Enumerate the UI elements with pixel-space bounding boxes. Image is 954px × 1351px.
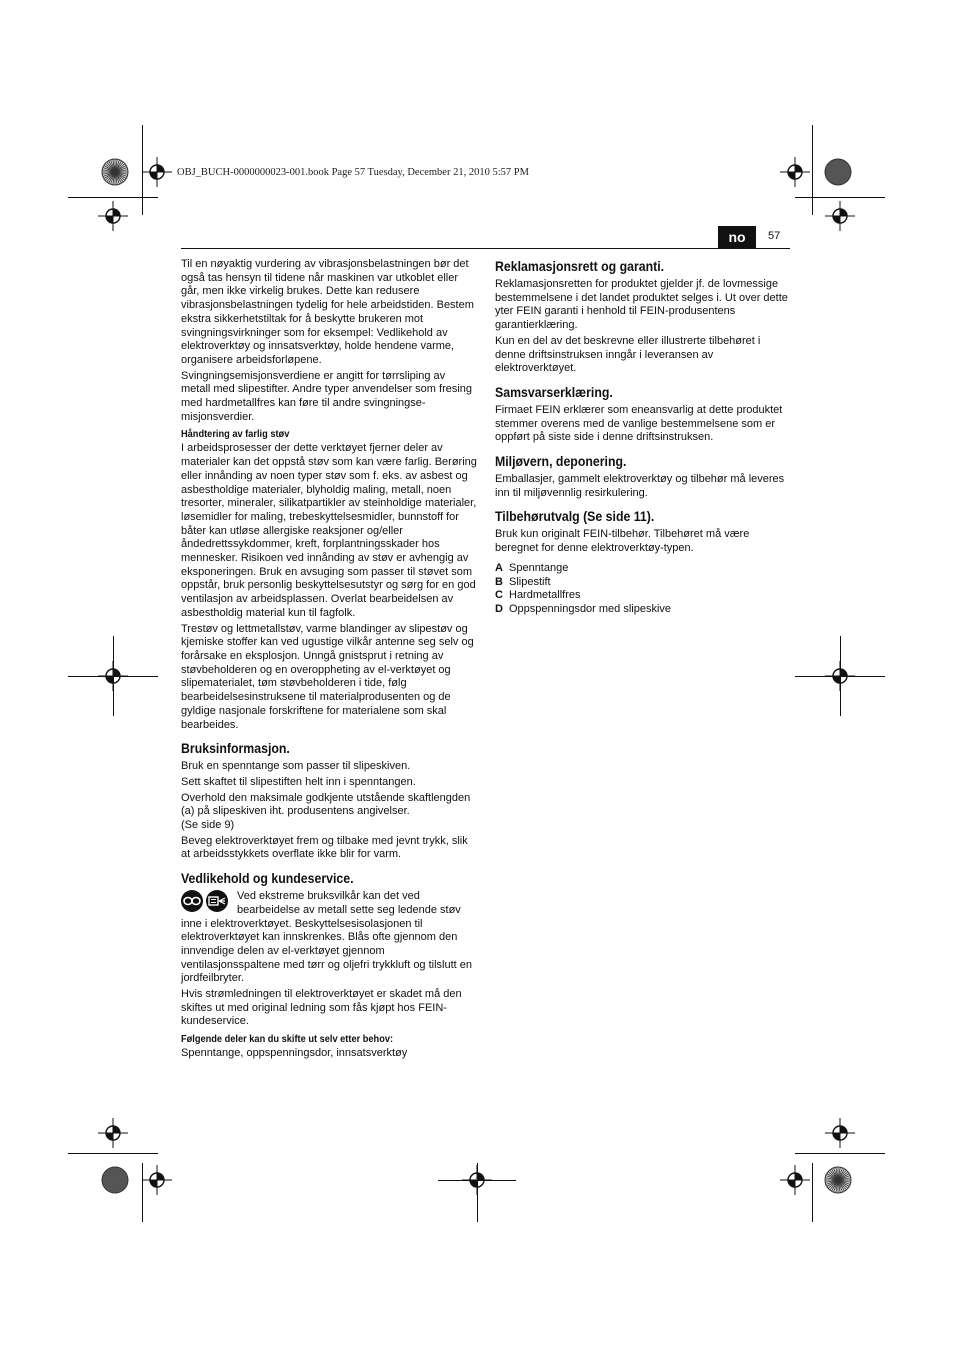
star-target-icon [824,1166,852,1194]
registration-target-icon [142,1165,172,1195]
warranty-heading: Reklamasjonsrett og garanti. [495,258,665,274]
dust-paragraph: I arbeidsprosesser der dette verktøyet fjerner deler av materialer kan det oppstå støv som kan være farlig. Berøring eller innånding av noen typer støv som f. eks. av asbest og asbestholdige materialer, blyholdig maling, metall, noen tresorter, mineraler, silikatpartikler av steinholdige materialer, løsemidler for maling, trebeskyttelsesmidler, bunnstoff for båter kan utløse allergiske reaksjoner og/eller åndedrettssykdommer, kreft, forplantningsskader hos mennesker. Risikoen ved innånding av støv er avhengig av eksponeringen. Bruk en avsuging som passer til støvet som oppstår, bruk personlig beskyttelsesutstyr og sørg for en god ventilasjon av arbeidsplassen. Overlat bearbeidelsen av asbestholdig material kun til fagfolk. [181,442,477,619]
accessories-list [495,562,791,617]
usage-paragraph: Overhold den maksimale godkjente utstående skaftlengden (a) på slipeskiven iht. produsentens angivelser. (Se side 9) [181,791,471,832]
color-patch-icon [101,1166,129,1194]
service-paragraph: Hvis strømledningen til elektroverktøyet er skadet må den skiftes ut med original ledning som fås kjøpt hos FEIN-kundeservice. [181,988,462,1028]
header-rule [181,248,790,249]
registration-target-icon [780,1165,810,1195]
parts-text: Spenntange, oppspenningsdor, innsatsverktøy [181,1047,408,1060]
registration-target-icon [825,1118,855,1148]
usage-paragraph: Sett skaftet til slipestiften helt inn i spenntangen. [181,775,416,788]
accessories-heading: Tilbehørutvalg (Se side 11). [495,508,655,525]
crop-line [477,1163,478,1222]
usage-heading: Bruksinformasjon. [181,740,290,757]
crop-line [68,1153,158,1154]
crop-line [795,1153,885,1154]
service-paragraph: Ved ekstreme bruksvilkår kan det ved bearbeidelse av metall sette seg ledende støv inne i elektroverktøyet. Beskyttelsesisolasjonen til elektroverktøyet kan innskrenkes. Blås ofte gjennom den innvendige delen av el-verktøyet gjennom ventilasjonsspaltene med tørr og oljefri trykkluft og tilslutt en jordfeilbryter. [181,890,473,985]
crop-line [68,197,158,198]
left-column [181,258,477,1063]
parts-heading: Følgende deler kan du skifte ut selv etter behov: [181,1033,394,1046]
crop-line [840,636,841,716]
list-item: D Oppspenningsdor med slipeskive [495,602,672,615]
conformity-text: Firmaet FEIN erklærer som eneansvarlig at dette produktet stemmer overens med de vanlige bestemmelsene som er oppført på siste side i denne driftsinstruksen. [495,403,783,444]
list-item: C Hardmetallfres [495,589,581,602]
dust-heading: Håndtering av farlig støv [181,428,290,441]
star-target-icon [101,158,129,186]
service-icons [181,890,235,914]
service-heading: Vedlikehold og kundeservice. [181,870,354,887]
usage-paragraph: Bruk en spenntange som passer til slipeskiven. [181,760,411,773]
crop-line [795,197,885,198]
emission-paragraph: Svingningsemisjonsverdiene er angitt for tørrsliping av metall med slipestifter. Andre typer anvendelser som fresing med hardmetallfres kan føre til andre svingningse-misjonsverdier. [181,369,473,423]
registration-target-icon [98,201,128,231]
language-badge: no [718,226,756,248]
environment-heading: Miljøvern, deponering. [495,453,627,470]
vibration-paragraph: Til en nøyaktig vurdering av vibrasjonsbelastningen bør det også tas hensyn til tidene når maskinen var utkoblet eller går, men ikke virkelig brukes. Dette kan redusere vibrasjonsbelastningen tydelig for hele arbeidstiden. Bestem ekstra sikkerhetstiltak for å beskytte brukeren mot svingningsvirkninger som for eksempel: Vedlikehold av elektroverktøy og innsatsverktøy, holde hendene varme, organisere arbeidsforløpene. [181,258,474,366]
page-number: 57 [768,230,781,242]
right-column [495,258,791,617]
conformity-heading: Samsvarserklæring. [495,383,613,400]
dust-explosion-paragraph: Trestøv og lettmetallstøv, varme blandinger av slipestøv og kjemiske stoffer kan ved ugustige vilkår antenne seg selv og forårsake en eksplosjon. Unngå gnistsprut i retning av støvbeholderen og en overoppheting av el-verktøyet og slipematerialet, tøm støvbeholderen i tide, følg bearbeidelsesinstruksene til materialprodusenten og de gyldige nasjonale forskriftene for materialene som skal bearbeides. [181,622,474,731]
crop-line [113,636,114,716]
registration-target-icon [142,157,172,187]
safety-goggles-icon [181,890,203,912]
print-file-info: OBJ_BUCH-0000000023-001.book Page 57 Tuesday, December 21, 2010 5:57 PM [177,167,529,178]
warranty-paragraph: Kun en del av det beskrevne eller illustrerte tilbehøret i denne driftsinstruksen inngår i leveransen av elektroverktøyet. [495,334,761,375]
environment-text: Emballasjer, gammelt elektroverktøy og tilbehør må leveres inn til miljøvennlig resirkulering. [495,473,785,499]
list-item: A Spenntange [495,561,569,574]
registration-target-icon [825,201,855,231]
list-item: B Slipestift [495,575,551,588]
registration-target-icon [780,157,810,187]
registration-target-icon [98,1118,128,1148]
color-patch-icon [824,158,852,186]
vent-cleaning-icon [206,890,228,912]
crop-line [812,125,813,215]
accessories-text: Bruk kun originalt FEIN-tilbehør. Tilbehøret må være beregnet for denne elektroverktøy-typen. [495,528,750,555]
usage-paragraph: Beveg elektroverktøyet frem og tilbake med jevnt trykk, slik at arbeidsstykkets overflate ikke blir for varm. [181,834,468,861]
crop-line [812,1163,813,1222]
warranty-paragraph: Reklamasjonsretten for produktet gjelder jf. de lovmessige bestemmelsene i det landet produktet selges i. Ut over dette yter FEIN garanti i henhold til FEIN-produsentens garantierklæring. [495,278,788,332]
